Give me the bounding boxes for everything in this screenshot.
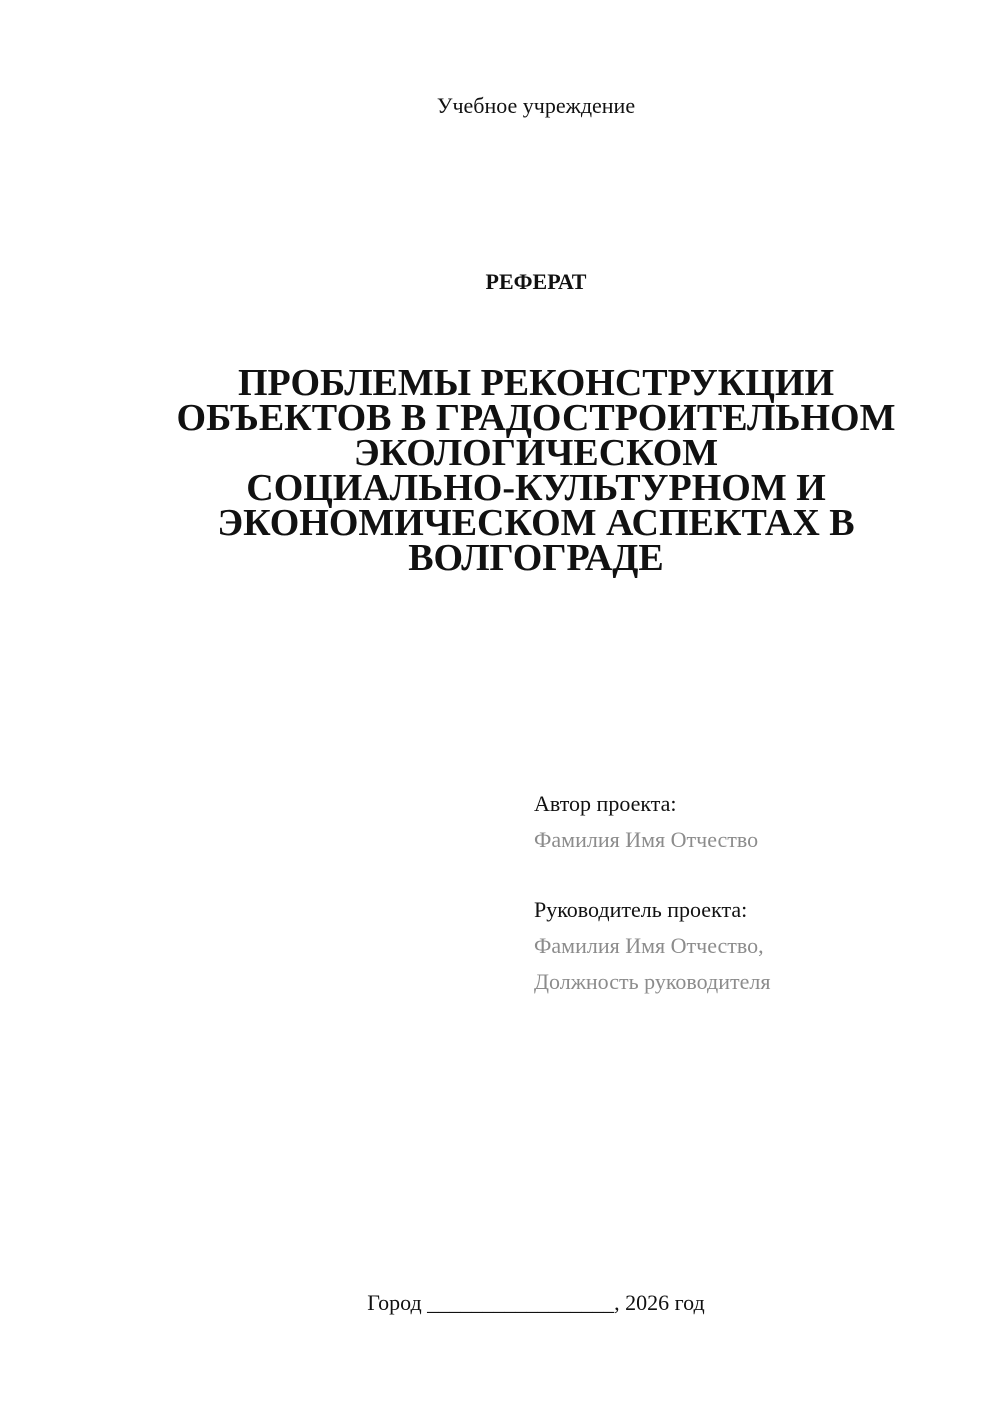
title-line: ЭКОНОМИЧЕСКОМ АСПЕКТАХ В: [217, 502, 855, 544]
supervisor-position: Должность руководителя: [534, 969, 771, 994]
document-type: РЕФЕРАТ: [485, 269, 587, 294]
author-name: Фамилия Имя Отчество: [534, 827, 759, 852]
title-line: ВОЛГОГРАДЕ: [408, 537, 664, 579]
supervisor-label: Руководитель проекта:: [534, 897, 748, 922]
document-title: [140, 362, 932, 579]
supervisor-name: Фамилия Имя Отчество,: [534, 933, 764, 958]
title-line: ПРОБЛЕМЫ РЕКОНСТРУКЦИИ: [237, 362, 835, 404]
author-label: Автор проекта:: [534, 791, 677, 816]
author-block: [534, 786, 974, 858]
city-year-footer: Город _________________, 2026 год: [367, 1290, 705, 1315]
title-line: ОБЪЕКТОВ В ГРАДОСТРОИТЕЛЬНОМ: [176, 397, 896, 439]
institution-name: Учебное учреждение: [436, 93, 636, 118]
title-line: ЭКОЛОГИЧЕСКОМ: [353, 432, 719, 474]
supervisor-block: [534, 892, 974, 1000]
title-line: СОЦИАЛЬНО-КУЛЬТУРНОМ И: [246, 467, 826, 509]
